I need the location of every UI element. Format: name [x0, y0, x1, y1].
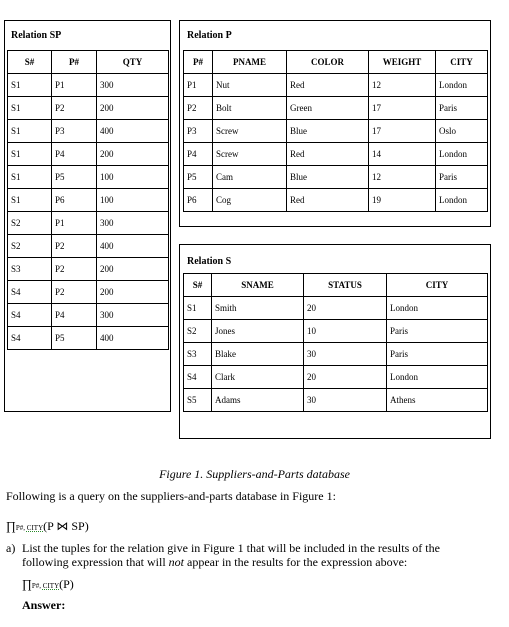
relation-p-header — [184, 51, 488, 74]
relation-s-body — [184, 297, 488, 412]
table-cell: Jones — [212, 320, 304, 343]
table-cell: London — [436, 189, 488, 212]
table-cell: Red — [287, 74, 369, 97]
table-cell: P3 — [52, 120, 97, 143]
projection-symbol-2: ∏ — [22, 577, 32, 591]
table-row — [184, 343, 488, 366]
column-header: PNAME — [213, 51, 287, 74]
relation-p-panel — [179, 20, 491, 227]
question-line-2 — [22, 555, 407, 570]
subscript-city-2: CITY — [42, 582, 60, 590]
table-cell: 300 — [97, 74, 169, 97]
table-cell: 200 — [97, 258, 169, 281]
table-cell: Cam — [213, 166, 287, 189]
relation-s-panel — [179, 244, 491, 439]
table-cell: P2 — [184, 97, 213, 120]
table-cell: Smith — [212, 297, 304, 320]
table-cell: S2 — [184, 320, 212, 343]
column-header: P# — [52, 51, 97, 74]
intro-text: Following is a query on the suppliers-and-parts database in Figure 1: — [6, 489, 336, 503]
query-body-2: (P) — [59, 577, 74, 591]
table-cell: P4 — [52, 143, 97, 166]
table-row — [184, 97, 488, 120]
table-cell: Oslo — [436, 120, 488, 143]
table-cell: Paris — [387, 343, 488, 366]
subscript-attrs: P#, — [15, 524, 27, 532]
table-row — [184, 297, 488, 320]
table-row — [184, 143, 488, 166]
table-cell: S5 — [184, 389, 212, 412]
table-cell: 20 — [304, 366, 387, 389]
relation-p-title: Relation P — [187, 30, 232, 41]
column-header: SNAME — [212, 274, 304, 297]
table-cell: 17 — [369, 120, 436, 143]
table-cell: Paris — [436, 97, 488, 120]
table-cell: P2 — [52, 235, 97, 258]
table-row — [8, 143, 169, 166]
relation-s-table — [183, 273, 488, 412]
table-cell: S2 — [8, 212, 52, 235]
column-header: COLOR — [287, 51, 369, 74]
figure-caption: Figure 1. Suppliers-and-Parts database — [159, 467, 350, 481]
table-cell: Screw — [213, 143, 287, 166]
table-row — [184, 389, 488, 412]
table-cell: S1 — [8, 143, 52, 166]
table-cell: P1 — [52, 74, 97, 97]
table-cell: Adams — [212, 389, 304, 412]
relation-sp-panel — [4, 20, 171, 412]
table-row — [8, 327, 169, 350]
question-line-2-end: appear in the results for the expression above: — [184, 555, 408, 569]
table-cell: 20 — [304, 297, 387, 320]
question-label: a) — [6, 541, 16, 555]
table-row — [8, 74, 169, 97]
table-row — [184, 74, 488, 97]
table-cell: P5 — [52, 327, 97, 350]
table-cell: P5 — [52, 166, 97, 189]
table-cell: S1 — [184, 297, 212, 320]
table-cell: S1 — [8, 97, 52, 120]
column-header: STATUS — [304, 274, 387, 297]
table-cell: 400 — [97, 235, 169, 258]
table-cell: Cog — [213, 189, 287, 212]
column-header: S# — [8, 51, 52, 74]
table-cell: Blue — [287, 120, 369, 143]
table-row — [184, 189, 488, 212]
subscript-attrs-2: P#, — [31, 582, 43, 590]
table-cell: P2 — [52, 97, 97, 120]
table-cell: London — [436, 74, 488, 97]
table-cell: Blue — [287, 166, 369, 189]
table-row — [8, 212, 169, 235]
table-row — [8, 235, 169, 258]
table-cell: 17 — [369, 97, 436, 120]
table-cell: P1 — [184, 74, 213, 97]
table-cell: 14 — [369, 143, 436, 166]
question-emphasis: not — [168, 555, 184, 569]
table-cell: Nut — [213, 74, 287, 97]
relation-s-header — [184, 274, 488, 297]
table-cell: 30 — [304, 389, 387, 412]
relation-sp-table — [7, 50, 169, 350]
table-row — [8, 304, 169, 327]
table-cell: London — [387, 366, 488, 389]
table-cell: Screw — [213, 120, 287, 143]
table-cell: P3 — [184, 120, 213, 143]
table-cell: P6 — [184, 189, 213, 212]
table-cell: Bolt — [213, 97, 287, 120]
column-header: S# — [184, 274, 212, 297]
table-cell: S3 — [184, 343, 212, 366]
table-cell: S4 — [8, 281, 52, 304]
table-row — [184, 320, 488, 343]
table-cell: P4 — [184, 143, 213, 166]
table-cell: Green — [287, 97, 369, 120]
table-cell: 200 — [97, 281, 169, 304]
relation-sp-body — [8, 74, 169, 350]
table-row — [184, 166, 488, 189]
column-header: CITY — [436, 51, 488, 74]
table-cell: 10 — [304, 320, 387, 343]
relation-sp-title: Relation SP — [11, 30, 62, 41]
table-cell: S1 — [8, 74, 52, 97]
projection-subscript-2 — [32, 582, 59, 590]
table-cell: 100 — [97, 166, 169, 189]
table-cell: P4 — [52, 304, 97, 327]
query-expression — [6, 519, 89, 534]
table-row — [8, 258, 169, 281]
table-cell: 200 — [97, 97, 169, 120]
header-row — [184, 51, 488, 74]
table-row — [184, 120, 488, 143]
header-row — [184, 274, 488, 297]
table-cell: Blake — [212, 343, 304, 366]
table-cell: P2 — [52, 281, 97, 304]
table-cell: 12 — [369, 166, 436, 189]
column-header: P# — [184, 51, 213, 74]
table-cell: S1 — [8, 189, 52, 212]
table-row — [8, 189, 169, 212]
table-row — [8, 281, 169, 304]
table-cell: 400 — [97, 120, 169, 143]
table-cell: S4 — [8, 327, 52, 350]
table-cell: 100 — [97, 189, 169, 212]
table-cell: S1 — [8, 120, 52, 143]
table-cell: S4 — [8, 304, 52, 327]
column-header: CITY — [387, 274, 488, 297]
table-cell: 400 — [97, 327, 169, 350]
query-body: (P ⋈ SP) — [43, 519, 89, 533]
table-cell: 300 — [97, 304, 169, 327]
relation-s-title: Relation S — [187, 256, 232, 267]
table-cell: P6 — [52, 189, 97, 212]
table-cell: Paris — [387, 320, 488, 343]
subscript-city: CITY — [26, 524, 44, 532]
table-cell: 300 — [97, 212, 169, 235]
relation-p-body — [184, 74, 488, 212]
table-cell: Athens — [387, 389, 488, 412]
table-cell: 30 — [304, 343, 387, 366]
table-cell: Paris — [436, 166, 488, 189]
header-row — [8, 51, 169, 74]
relation-sp-header — [8, 51, 169, 74]
table-cell: Red — [287, 189, 369, 212]
projection-subscript — [16, 524, 43, 532]
table-cell: Red — [287, 143, 369, 166]
column-header: WEIGHT — [369, 51, 436, 74]
table-cell: S3 — [8, 258, 52, 281]
question-line-1: List the tuples for the relation give in Figure 1 that will be included in the results of the — [22, 541, 440, 555]
table-cell: P5 — [184, 166, 213, 189]
table-row — [8, 120, 169, 143]
table-row — [184, 366, 488, 389]
question-line-2-start: following expression that will — [22, 555, 169, 569]
table-row — [8, 97, 169, 120]
table-cell: 200 — [97, 143, 169, 166]
table-cell: S2 — [8, 235, 52, 258]
table-cell: Clark — [212, 366, 304, 389]
query-expression-2 — [22, 577, 74, 592]
relation-p-table — [183, 50, 488, 212]
column-header: QTY — [97, 51, 169, 74]
table-cell: 19 — [369, 189, 436, 212]
table-cell: P1 — [52, 212, 97, 235]
table-cell: 12 — [369, 74, 436, 97]
answer-label: Answer: — [22, 598, 66, 612]
table-cell: London — [436, 143, 488, 166]
projection-symbol: ∏ — [6, 519, 16, 533]
table-cell: London — [387, 297, 488, 320]
table-cell: S4 — [184, 366, 212, 389]
table-cell: P2 — [52, 258, 97, 281]
table-row — [8, 166, 169, 189]
table-cell: S1 — [8, 166, 52, 189]
